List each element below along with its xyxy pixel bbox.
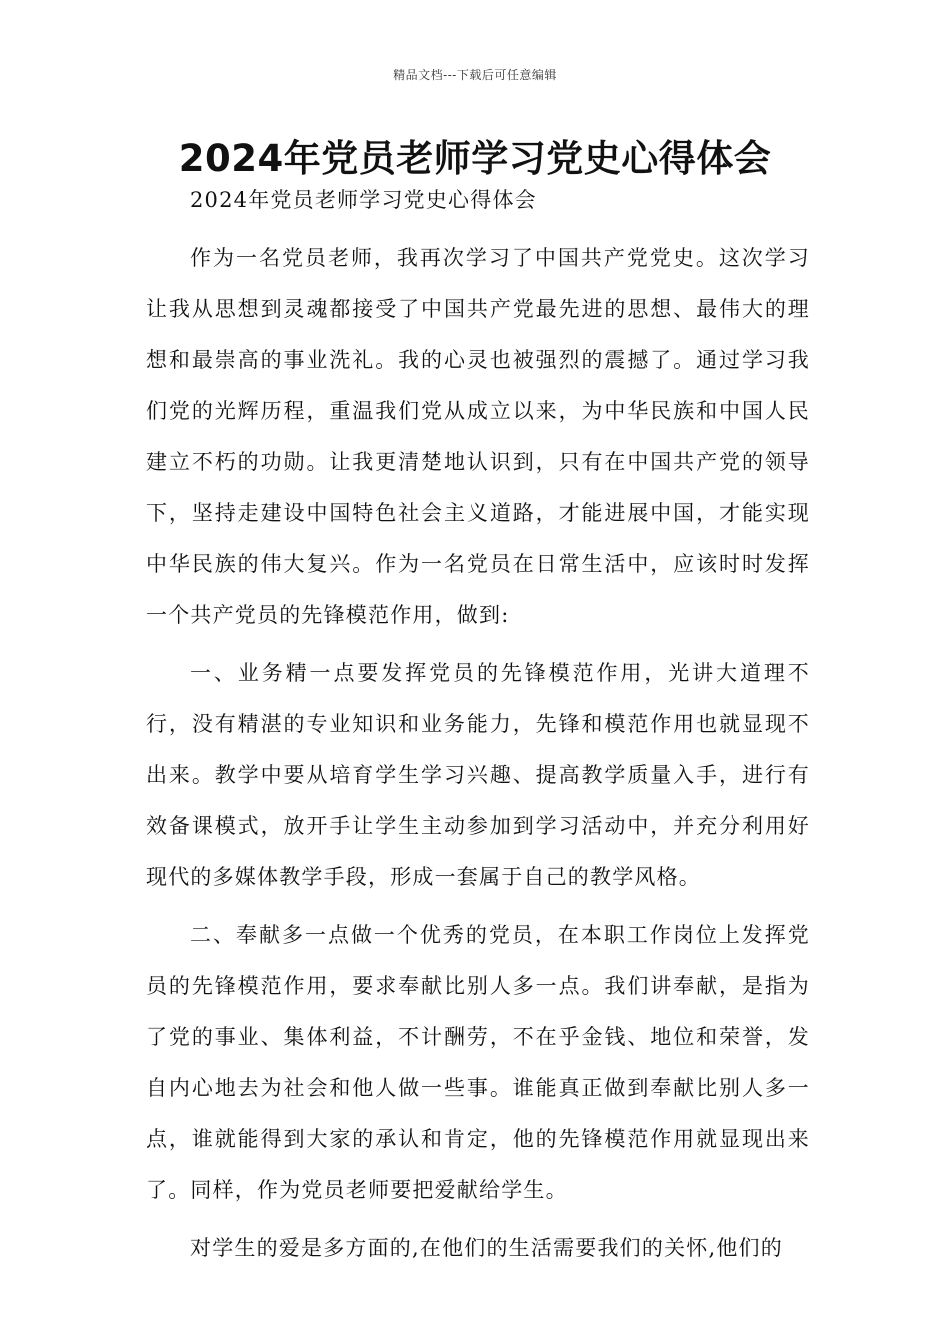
document-body	[146, 182, 810, 1274]
paragraph: 二、奉献多一点做一个优秀的党员，在本职工作岗位上发挥党员的先锋模范作用，要求奉献比别人多一点。我们讲奉献，是指为了党的事业、集体利益，不计酬劳，不在乎金钱、地位和荣誉，发自内心地去为社会和他人做一些事。谁能真正做到奉献比别人多一点，谁就能得到大家的承认和肯定，他的先锋模范作用就显现出来了。同样，作为党员老师要把爱献给学生。	[146, 923, 810, 1202]
paragraph: 对学生的爱是多方面的,在他们的生活需要我们的关怀,他们的	[190, 1236, 783, 1260]
document-title: 2024年党员老师学习党史心得体会	[178, 137, 772, 180]
document-subtitle: 2024年党员老师学习党史心得体会	[190, 188, 537, 212]
paragraph: 一、业务精一点要发挥党员的先锋模范作用，光讲大道理不行，没有精湛的专业知识和业务能力，先锋和模范作用也就显现不出来。教学中要从培育学生学习兴趣、提高教学质量入手，进行有效备课模式，放开手让学生主动参加到学习活动中，并充分利用好现代的多媒体教学手段，形成一套属于自己的教学风格。	[146, 661, 810, 889]
paragraph: 作为一名党员老师，我再次学习了中国共产党党史。这次学习让我从思想到灵魂都接受了中国共产党最先进的思想、最伟大的理想和最崇高的事业洗礼。我的心灵也被强烈的震撼了。通过学习我们党的光辉历程，重温我们党从成立以来，为中华民族和中国人民建立不朽的功勋。让我更清楚地认识到，只有在中国共产党的领导下，坚持走建设中国特色社会主义道路，才能进展中国，才能实现中华民族的伟大复兴。作为一名党员在日常生活中，应该时时发挥一个共产党员的先锋模范作用，做到:	[146, 246, 810, 627]
header-note: 精品文档---下载后可任意编辑	[393, 68, 557, 82]
